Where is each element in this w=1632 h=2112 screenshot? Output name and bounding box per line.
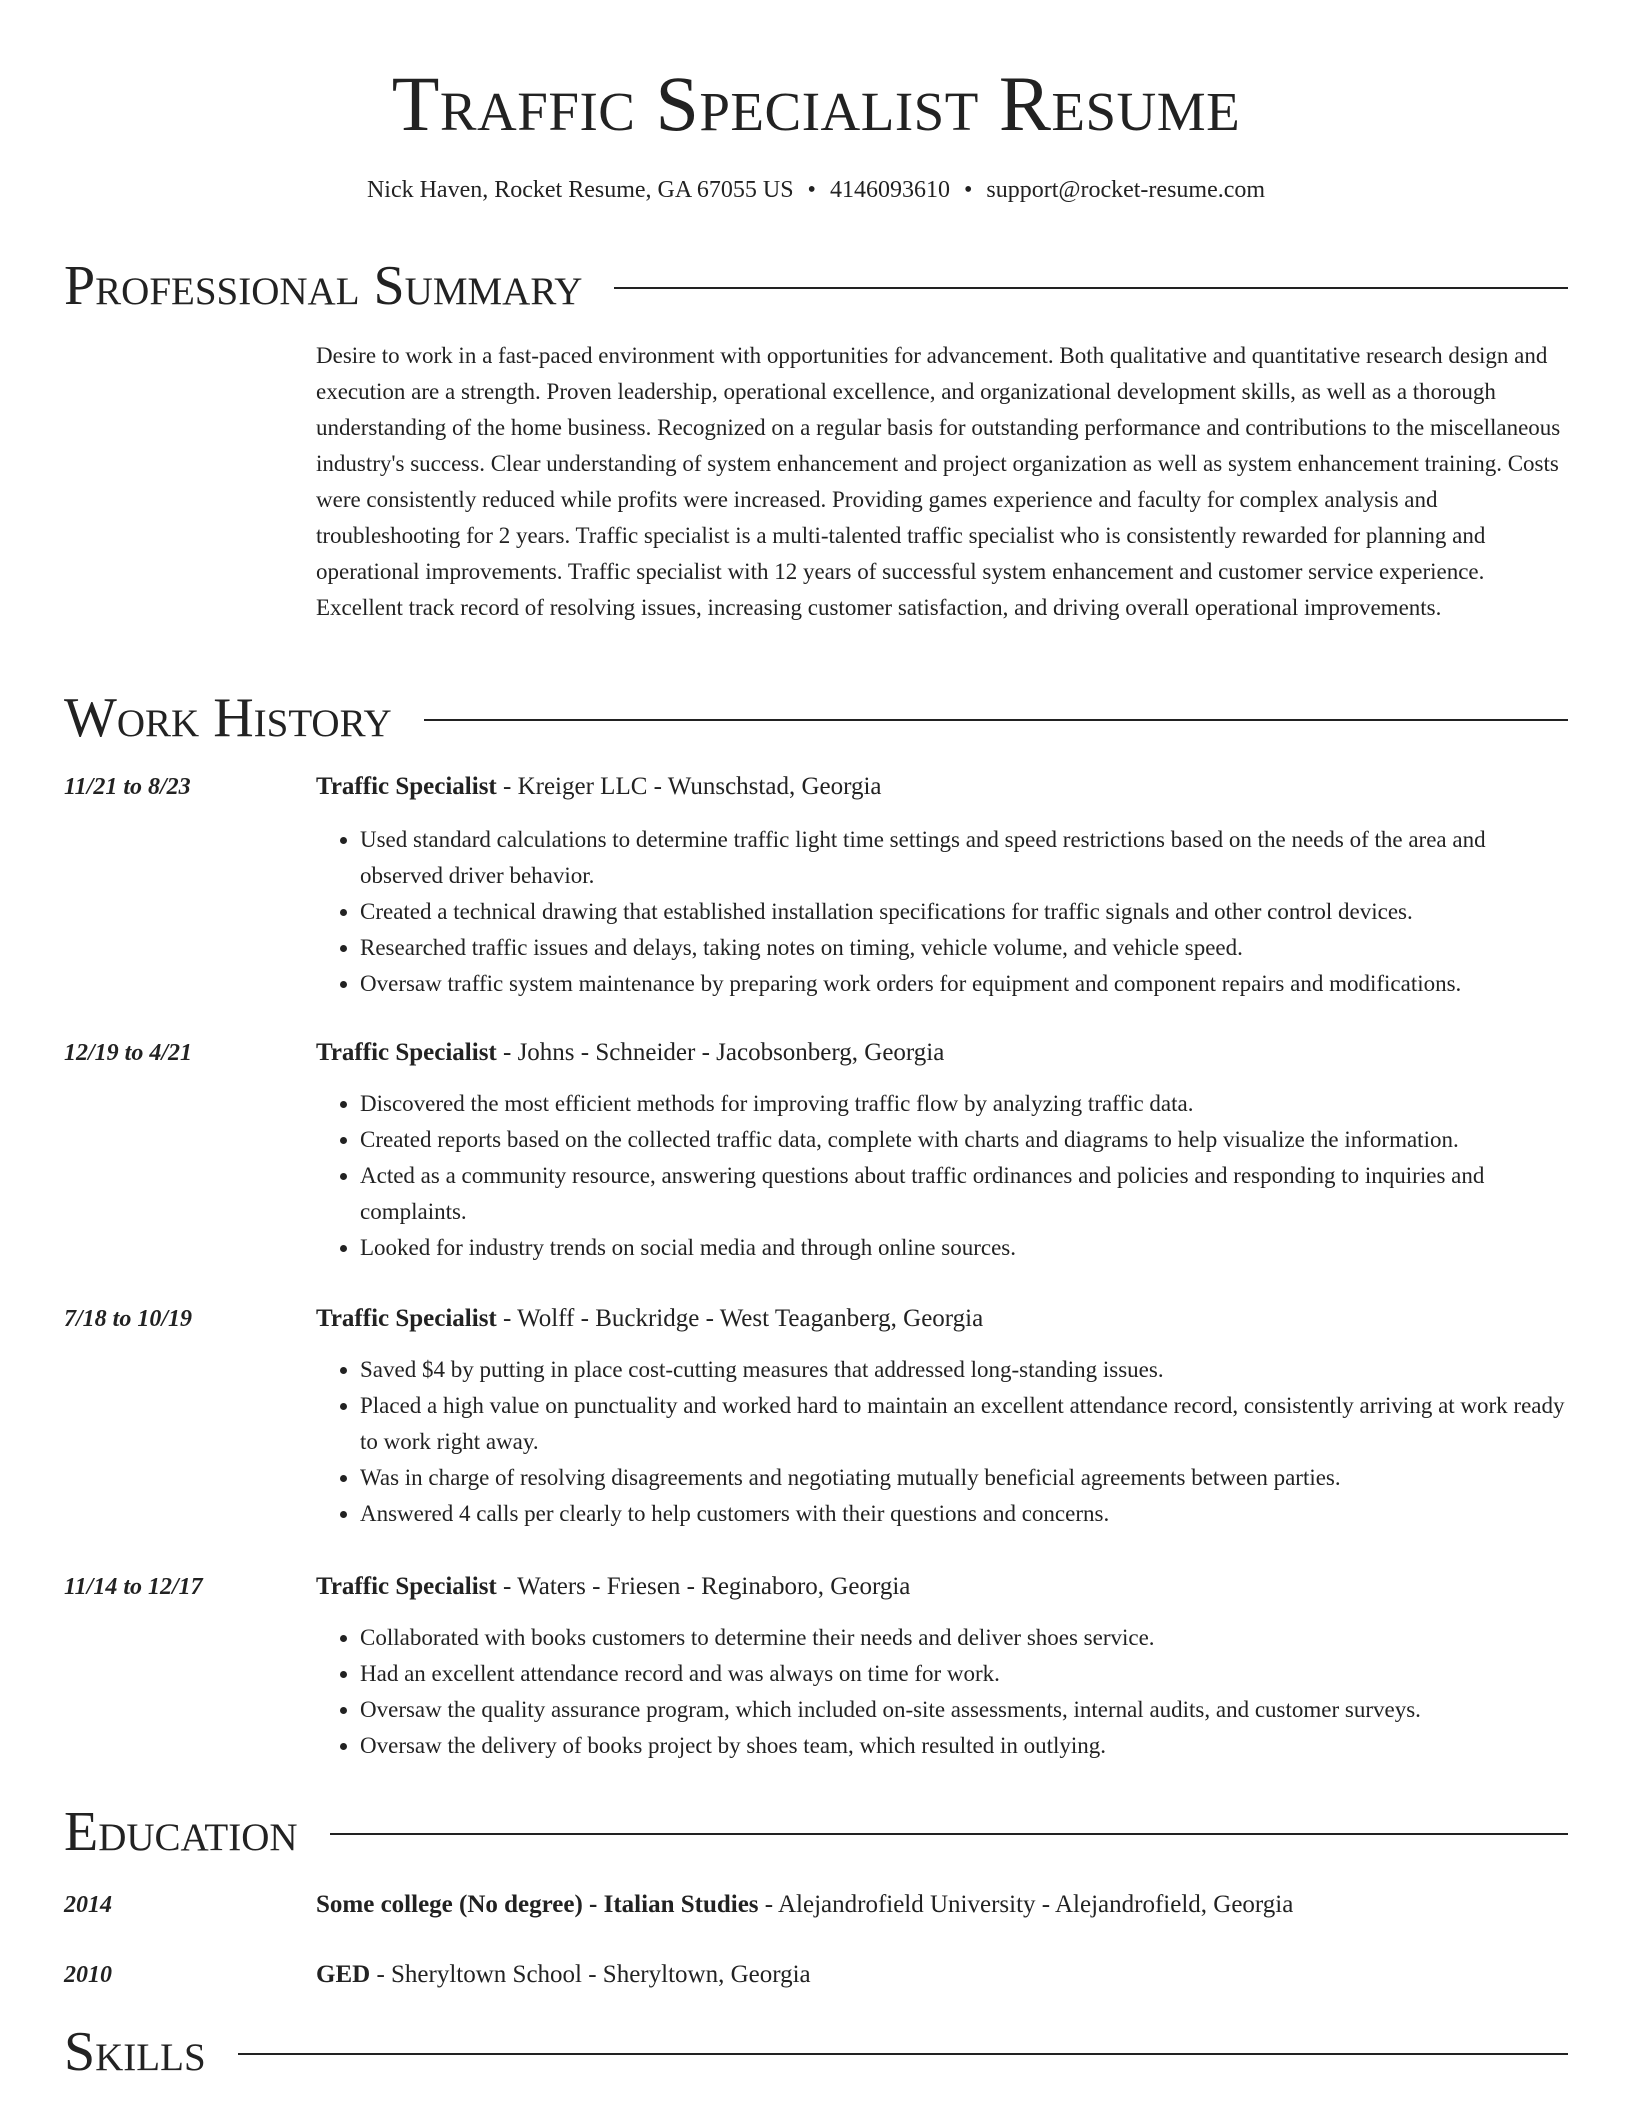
job-dates: 7/18 to 10/19 xyxy=(64,1306,193,1332)
job-heading xyxy=(316,1302,1568,1336)
job-bullet: • Collaborated with books customers to determine their needs and deliver shoes service. xyxy=(360,1620,1568,1656)
page-title: Traffic Specialist Resume xyxy=(391,60,1241,147)
job-bullets xyxy=(316,822,1568,1002)
job-bullets xyxy=(316,1620,1568,1764)
education-year: 2014 xyxy=(64,1892,112,1918)
section-divider xyxy=(424,719,1568,721)
education-details: - Sheryltown School - Sheryltown, Georgia xyxy=(370,1961,811,1988)
contact-address: Nick Haven, Rocket Resume, GA 67055 US xyxy=(366,177,794,203)
contact-phone: 4146093610 xyxy=(829,177,950,203)
contact-email: support@rocket-resume.com xyxy=(986,177,1266,203)
job-bullet: • Created reports based on the collected traffic data, complete with charts and diagrams to help visualize the information. xyxy=(360,1122,1568,1158)
skills-heading: Skills xyxy=(64,2021,206,2083)
job-bullet: • Oversaw the delivery of books project by shoes team, which resulted in outlying. xyxy=(360,1728,1568,1764)
job-bullets xyxy=(316,1352,1568,1532)
job-heading xyxy=(316,1570,1568,1604)
job-bullet: • Created a technical drawing that established installation specifications for traffic signals and other control devices. xyxy=(360,894,1568,930)
education-heading-line xyxy=(316,1888,1568,1922)
contact-separator: • xyxy=(807,177,816,203)
job-bullet: • Was in charge of resolving disagreements and negotiating mutually beneficial agreements between parties. xyxy=(360,1460,1568,1496)
skills-section-header xyxy=(64,2020,1568,2084)
job-bullet: • Saved $4 by putting in place cost-cutting measures that addressed long-standing issues. xyxy=(360,1352,1568,1388)
section-divider xyxy=(614,287,1568,289)
job-bullets xyxy=(316,1086,1568,1266)
education-heading: Education xyxy=(64,1801,298,1863)
work-history-section-header xyxy=(64,686,1568,750)
job-bullet: • Acted as a community resource, answering questions about traffic ordinances and policies and responding to inquiries and complaints. xyxy=(360,1158,1568,1230)
education-section-header xyxy=(64,1800,1568,1864)
job-dates: 11/21 to 8/23 xyxy=(64,774,191,800)
education-degree: Some college (No degree) - Italian Studies xyxy=(316,1891,759,1918)
job-heading xyxy=(316,770,1568,804)
job-title: Traffic Specialist xyxy=(316,1305,497,1332)
summary-text: Desire to work in a fast-paced environment with opportunities for advancement. Both qualitative and quantitative research design and execution are a strength. Proven leadership, operational excellence, and organizational development skills, as well as a thorough understanding of the home business. Recognized on a regular basis for outstanding performance and contributions to the miscellaneous industry's success. Clear understanding of system enhancement and project organization as well as system enhancement training. Costs were consistently reduced while profits were increased. Providing games experience and faculty for complex analysis and troubleshooting for 2 years. Traffic specialist is a multi-talented traffic specialist who is consistently rewarded for planning and operational improvements. Traffic specialist with 12 years of successful system enhancement and customer service experience. Excellent track record of resolving issues, increasing customer satisfaction, and driving overall operational improvements. xyxy=(316,343,1561,620)
job-details: - Johns - Schneider - Jacobsonberg, Georgia xyxy=(496,1039,945,1066)
education-details: - Alejandrofield University - Alejandrofield, Georgia xyxy=(758,1891,1294,1918)
job-dates: 11/14 to 12/17 xyxy=(64,1574,203,1600)
job-title: Traffic Specialist xyxy=(316,1039,497,1066)
education-degree: GED xyxy=(316,1961,371,1988)
job-bullet: • Researched traffic issues and delays, taking notes on timing, vehicle volume, and vehicle speed. xyxy=(360,930,1568,966)
job-title: Traffic Specialist xyxy=(316,773,497,800)
job-bullet: • Had an excellent attendance record and was always on time for work. xyxy=(360,1656,1568,1692)
job-bullet: • Oversaw traffic system maintenance by preparing work orders for equipment and component repairs and modifications. xyxy=(360,966,1568,1002)
job-bullet: • Looked for industry trends on social media and through online sources. xyxy=(360,1230,1568,1266)
education-heading-line xyxy=(316,1958,1568,1992)
job-heading xyxy=(316,1036,1568,1070)
job-title: Traffic Specialist xyxy=(316,1573,497,1600)
summary-heading: Professional Summary xyxy=(64,255,583,317)
contact-separator: • xyxy=(963,177,973,203)
job-bullet: • Discovered the most efficient methods for improving traffic flow by analyzing traffic data. xyxy=(360,1086,1568,1122)
job-details: - Wolff - Buckridge - West Teaganberg, Georgia xyxy=(496,1305,984,1332)
section-divider xyxy=(330,1833,1568,1835)
job-bullet: • Oversaw the quality assurance program, which included on-site assessments, internal audits, and customer surveys. xyxy=(360,1692,1568,1728)
job-details: - Kreiger LLC - Wunschstad, Georgia xyxy=(496,773,882,800)
work-history-heading: Work History xyxy=(64,687,392,749)
contact-line xyxy=(0,174,1632,206)
section-divider xyxy=(238,2053,1568,2055)
job-bullet: • Used standard calculations to determine traffic light time settings and speed restrictions based on the needs of the area and observed driver behavior. xyxy=(360,822,1568,894)
education-year: 2010 xyxy=(64,1962,112,1988)
job-dates: 12/19 to 4/21 xyxy=(64,1040,193,1066)
job-bullet: • Answered 4 calls per clearly to help customers with their questions and concerns. xyxy=(360,1496,1568,1532)
job-bullet: • Placed a high value on punctuality and worked hard to maintain an excellent attendance record, consistently arriving at work ready to work right away. xyxy=(360,1388,1568,1460)
summary-section-header xyxy=(64,254,1568,318)
job-details: - Waters - Friesen - Reginaboro, Georgia xyxy=(496,1573,911,1600)
